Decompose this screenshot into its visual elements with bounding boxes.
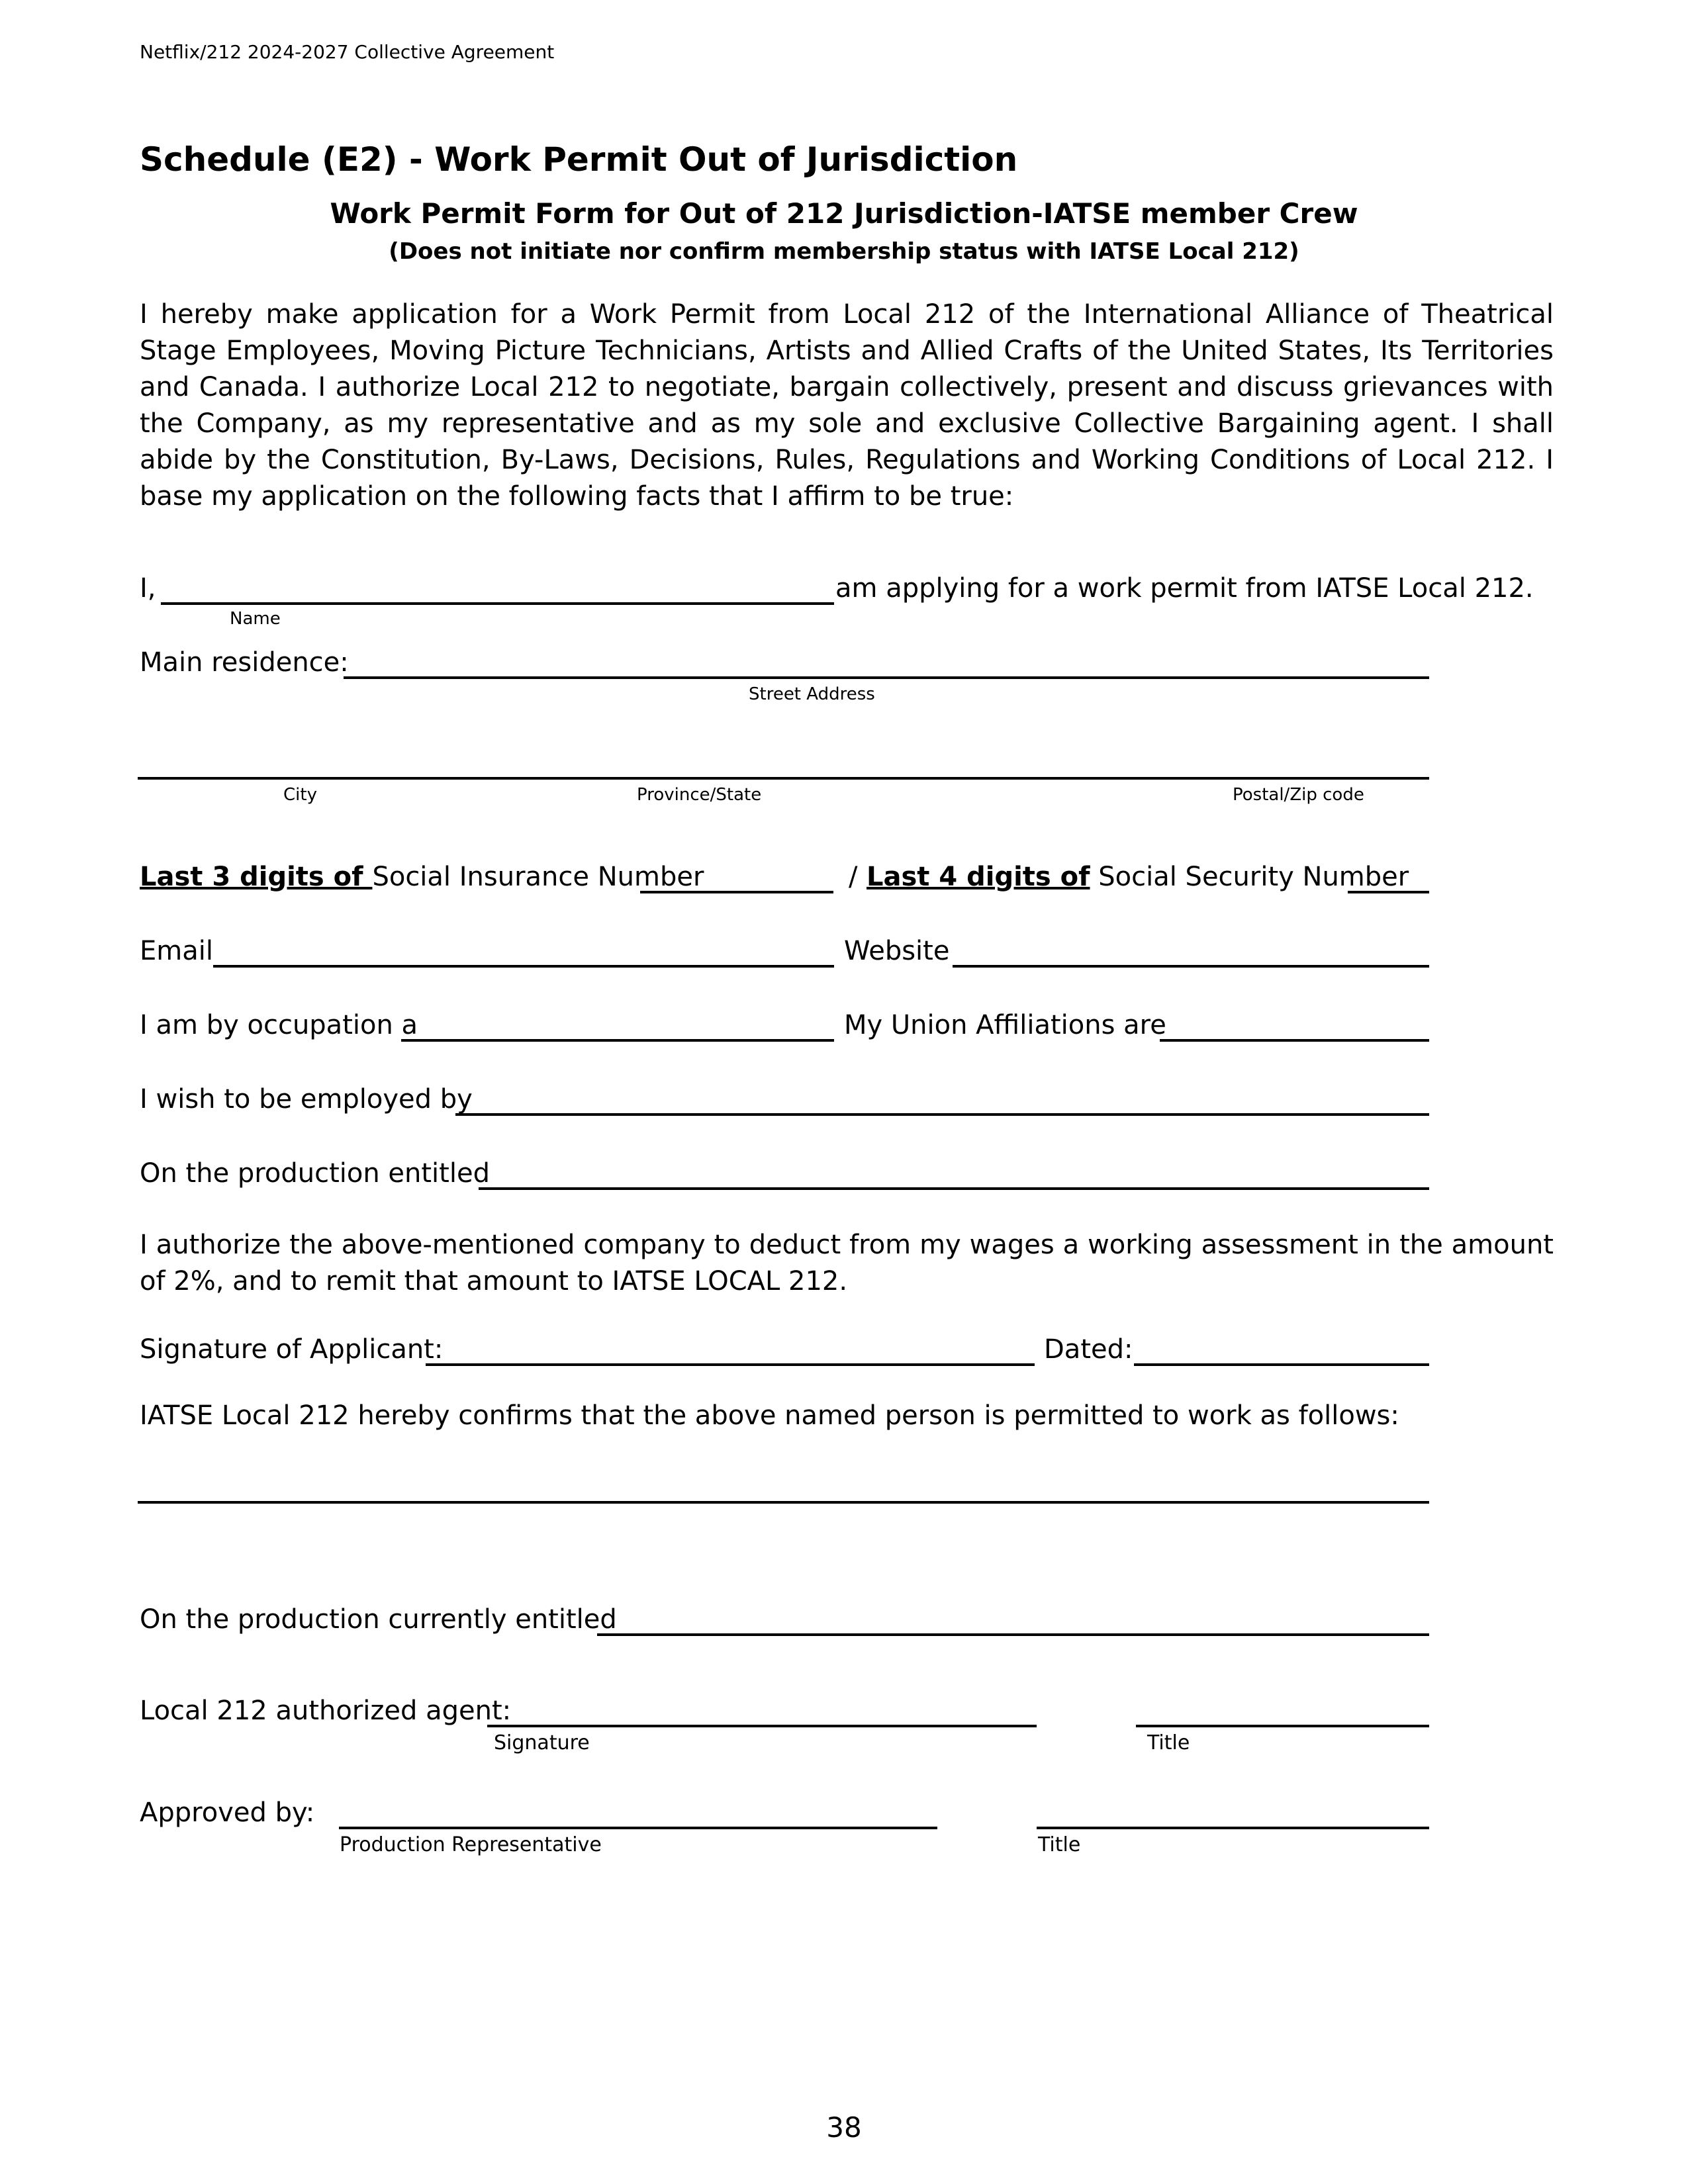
email-label: Email	[140, 936, 213, 966]
employer-label: I wish to be employed by	[140, 1084, 473, 1115]
sin-label	[140, 862, 704, 892]
confirmation-text: IATSE Local 212 hereby confirms that the above named person is permitted to work as follows:	[140, 1400, 1399, 1431]
postal-caption: Postal/Zip code	[1233, 785, 1364, 805]
form-title: Work Permit Form for Out of 212 Jurisdiction-IATSE member Crew	[330, 197, 1358, 230]
dated-label: Dated:	[1044, 1334, 1133, 1365]
signature-label: Signature of Applicant:	[140, 1334, 444, 1365]
sin-field[interactable]	[640, 891, 833, 893]
agent-label: Local 212 authorized agent:	[140, 1696, 512, 1726]
residence-label: Main residence:	[140, 647, 349, 678]
province-caption: Province/State	[637, 785, 762, 805]
slash-separator: /	[849, 862, 858, 892]
name-field[interactable]	[161, 602, 834, 605]
email-field[interactable]	[213, 965, 834, 968]
ssn-label-text: Social Security Number	[1098, 862, 1409, 892]
occupation-field[interactable]	[401, 1039, 834, 1042]
agent-title-field[interactable]	[1136, 1725, 1429, 1727]
authorization-paragraph: I authorize the above-mentioned company to deduct from my wages a working assessment in the amount of 2%, and to remit that amount to IATSE LOCAL 212.	[140, 1230, 1554, 1297]
ssn-field[interactable]	[1348, 891, 1429, 893]
rep-caption: Production Representative	[340, 1833, 602, 1856]
rep-title-field[interactable]	[1037, 1827, 1429, 1829]
ssn-label	[867, 862, 1409, 892]
production-label: On the production entitled	[140, 1158, 490, 1189]
form-note: (Does not initiate nor confirm membership status with IATSE Local 212)	[389, 238, 1299, 265]
page-number: 38	[826, 2111, 862, 2144]
occupation-label: I am by occupation a	[140, 1010, 418, 1040]
website-field[interactable]	[953, 965, 1429, 968]
agent-signature-field[interactable]	[487, 1725, 1037, 1727]
name-caption: Name	[230, 609, 281, 629]
sin-emphasis: Last 3 digits of	[140, 862, 373, 892]
sin-label-text: Social Insurance Number	[372, 862, 704, 892]
employer-field[interactable]	[455, 1113, 1429, 1116]
permitted-work-field[interactable]	[138, 1501, 1429, 1504]
rep-signature-field[interactable]	[339, 1827, 937, 1829]
street-address-field[interactable]	[344, 676, 1429, 679]
production-field[interactable]	[479, 1187, 1429, 1190]
running-header: Netflix/212 2024-2027 Collective Agreement	[140, 41, 555, 63]
schedule-title: Schedule (E2) - Work Permit Out of Jurisdiction	[140, 140, 1018, 179]
city-province-postal-field[interactable]	[138, 777, 1429, 780]
ssn-emphasis: Last 4 digits of	[867, 862, 1090, 892]
agent-title-caption: Title	[1147, 1731, 1190, 1754]
agent-signature-caption: Signature	[494, 1731, 590, 1754]
street-caption: Street Address	[749, 684, 875, 704]
approved-label: Approved by:	[140, 1797, 315, 1828]
website-label: Website	[844, 936, 950, 966]
union-field[interactable]	[1160, 1039, 1429, 1042]
applicant-signature-field[interactable]	[426, 1363, 1035, 1366]
rep-title-caption: Title	[1038, 1833, 1081, 1856]
city-caption: City	[283, 785, 317, 805]
current-production-label: On the production currently entitled	[140, 1604, 617, 1635]
current-production-field[interactable]	[597, 1633, 1429, 1636]
intro-paragraph: I hereby make application for a Work Permit from Local 212 of the International Alliance of Theatrical Stage Employees, Moving Picture Technicians, Artists and Allied Crafts of the United States, Its Territories and Canada. I authorize Local 212 to negotiate, bargain collectively, present and discuss grievances with the Company, as my representative and as my sole and exclusive Collective Bargaining agent. I shall abide by the Constitution, By-Laws, Decisions, Rules, Regulations and Working Conditions of Local 212. I base my application on the following facts that I affirm to be true:	[140, 299, 1554, 512]
name-prefix: I,	[140, 573, 156, 604]
name-suffix: am applying for a work permit from IATSE Local 212.	[835, 573, 1534, 604]
dated-field[interactable]	[1134, 1363, 1429, 1366]
union-label: My Union Affiliations are	[844, 1010, 1166, 1040]
